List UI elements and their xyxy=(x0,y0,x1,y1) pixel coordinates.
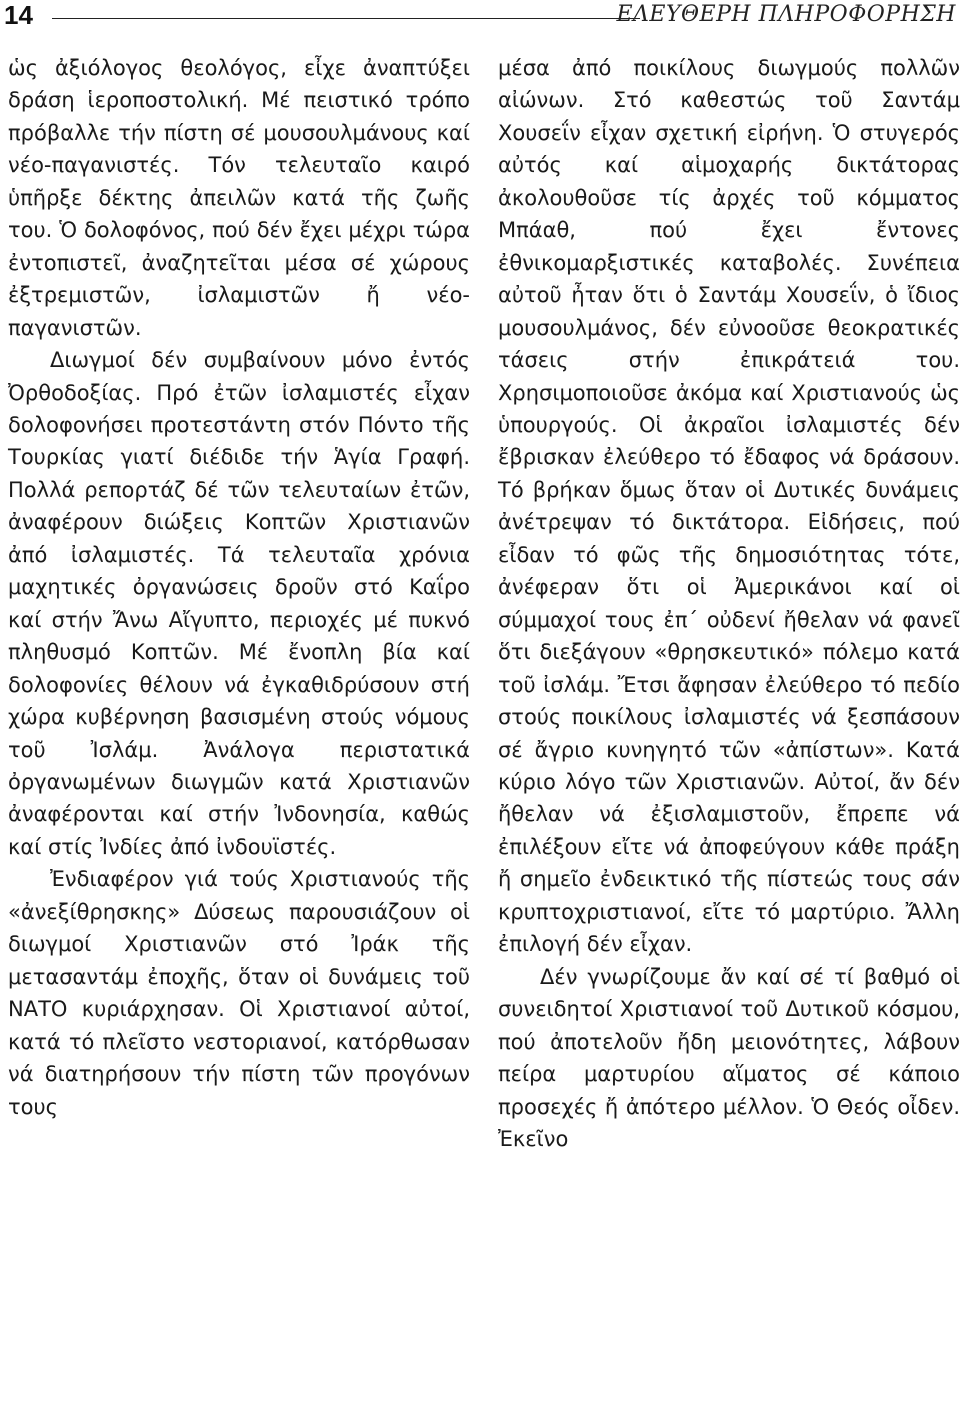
journal-title: ΕΛΕΥΘΕΡΗ ΠΛΗΡΟΦΟΡΗΣΗ xyxy=(616,2,956,27)
right-paragraph-2: Δέν γνωρίζουμε ἄν καί σέ τί βαθμό οἱ συνειδητοί Χριστιανοί τοῦ Δυτικοῦ κόσμου, πού ἀποτελοῦν ἤδη μειονότητες, λάβουν πείρα μαρτυρίου αἵματος σέ κάποιο προσεχές ἤ ἀπότερο μέλλον. Ὁ Θεός οἶδεν. Ἐκεῖνο xyxy=(498,964,960,1151)
left-column xyxy=(8,52,470,1123)
left-paragraph-2: Διωγμοί δέν συμβαίνουν μόνο ἐντός Ὀρθοδοξίας. Πρό ἐτῶν ἰσλαμιστές εἶχαν δολοφονήσει προτεστάντη στόν Πόντο τῆς Τουρκίας γιατί διέδιδε τήν Ἁγία Γραφή. Πολλά ρεπορτάζ δέ τῶν τελευταίων ἐτῶν, ἀναφέρουν διώξεις Κοπτῶν Χριστιανῶν ἀπό ἰσλαμιστές. Τά τελευταῖα χρόνια μαχητικές ὀργανώσεις δροῦν στό Καΐρο καί στήν Ἄνω Αἴγυπτο, περιοχές μέ πυκνό πληθυσμό Κοπτῶν. Μέ ἔνοπλη βία καί δολοφονίες θέλουν νά ἐγκαθιδρύσουν στή χώρα κυβέρνηση βασισμένη στούς νόμους τοῦ Ἰσλάμ. Ἀνάλογα περιστατικά ὀργανωμένων διωγμῶν κατά Χριστιανῶν ἀναφέρονται καί στήν Ἰνδονησία, καθώς καί στίς Ἰνδίες ἀπό ἰνδουϊστές. xyxy=(8,348,470,859)
left-paragraph-1: ὡς ἀξιόλογος θεολόγος, εἶχε ἀναπτύξει δράση ἱεροποστολική. Μέ πειστικό τρόπο πρόβαλλε τήν πίστη σέ μουσουλμάνους καί νέο-παγανιστές. Τόν τελευταῖο καιρό ὑπῆρξε δέκτης ἀπειλῶν κατά τῆς ζωῆς του. Ὁ δολοφόνος, πού δέν ἔχει μέχρι τώρα ἐντοπιστεῖ, ἀναζητεῖται μέσα σέ χώρους ἐξτρεμιστῶν, ἰσλαμιστῶν ἤ νέο-παγανιστῶν. xyxy=(8,56,470,340)
right-column xyxy=(498,52,960,1155)
right-paragraph-1: μέσα ἀπό ποικίλους διωγμούς πολλῶν αἰώνων. Στό καθεστώς τοῦ Σαντάμ Χουσεΐν εἶχαν σχετική εἰρήνη. Ὁ στυγερός αὐτός καί αἱμοχαρής δικτάτορας ἀκολουθοῦσε τίς ἀρχές τοῦ κόμματος Μπάαθ, πού ἔχει ἔντονες ἐθνικομαρξιστικές καταβολές. Συνέπεια αὐτοῦ ἦταν ὅτι ὁ Σαντάμ Χουσεΐν, ὁ ἴδιος μουσουλμάνος, δέν εὐνοοῦσε θεοκρατικές τάσεις στήν ἐπικράτειά του. Χρησιμοποιοῦσε ἀκόμα καί Χριστιανούς ὡς ὑπουργούς. Οἱ ἀκραῖοι ἰσλαμιστές δέν ἔβρισκαν ἐλεύθερο τό ἔδαφος νά δράσουν. Τό βρήκαν ὅμως ὅταν οἱ Δυτικές δυνάμεις ἀνέτρεψαν τό δικτάτορα. Εἰδήσεις, πού εἶδαν τό φῶς τῆς δημοσιότητας τότε, ἀνέφεραν ὅτι οἱ Ἀμερικάνοι καί οἱ σύμμαχοί τους ἐπ΄ οὐδενί ἤθελαν νά φανεῖ ὅτι διεξάγουν «θρησκευτικό» πόλεμο κατά τοῦ ἰσλάμ. Ἔτσι ἄφησαν ἐλεύθερο τό πεδίο στούς ποικίλους ἰσλαμιστές νά ξεσπάσουν σέ ἄγριο κυνηγητό τῶν «ἀπίστων». Κατά κύριο λόγο τῶν Χριστιανῶν. Αὐτοί, ἄν δέν ἤθελαν νά ἐξισλαμιστοῦν, ἔπρεπε νά ἐπιλέξουν εἴτε νά ἀποφεύγουν κάθε πράξη ἤ σημεῖο ἐνδεικτικό τῆς πίστεώς τους σάν κρυπτοχριστιανοί, εἴτε τό μαρτύριο. Ἄλλη ἐπιλογή δέν εἶχαν. xyxy=(498,56,960,957)
header-rule xyxy=(52,18,640,19)
left-paragraph-3: Ἐνδιαφέρον γιά τούς Χριστιανούς τῆς «ἀνεξίθρησκης» Δύσεως παρουσιάζουν οἱ διωγμοί Χριστιανῶν στό Ἰράκ τῆς μετασαντάμ ἐποχῆς, ὅταν οἱ δυνάμεις τοῦ ΝΑΤΟ κυριάρχησαν. Οἱ Χριστιανοί αὐτοί, κατά τό πλεῖστο νεστοριανοί, κατόρθωσαν νά διατηρήσουν τήν πίστη τῶν προγόνων τους xyxy=(8,867,470,1119)
page-header xyxy=(0,0,960,40)
page-number: 14 xyxy=(4,0,33,30)
